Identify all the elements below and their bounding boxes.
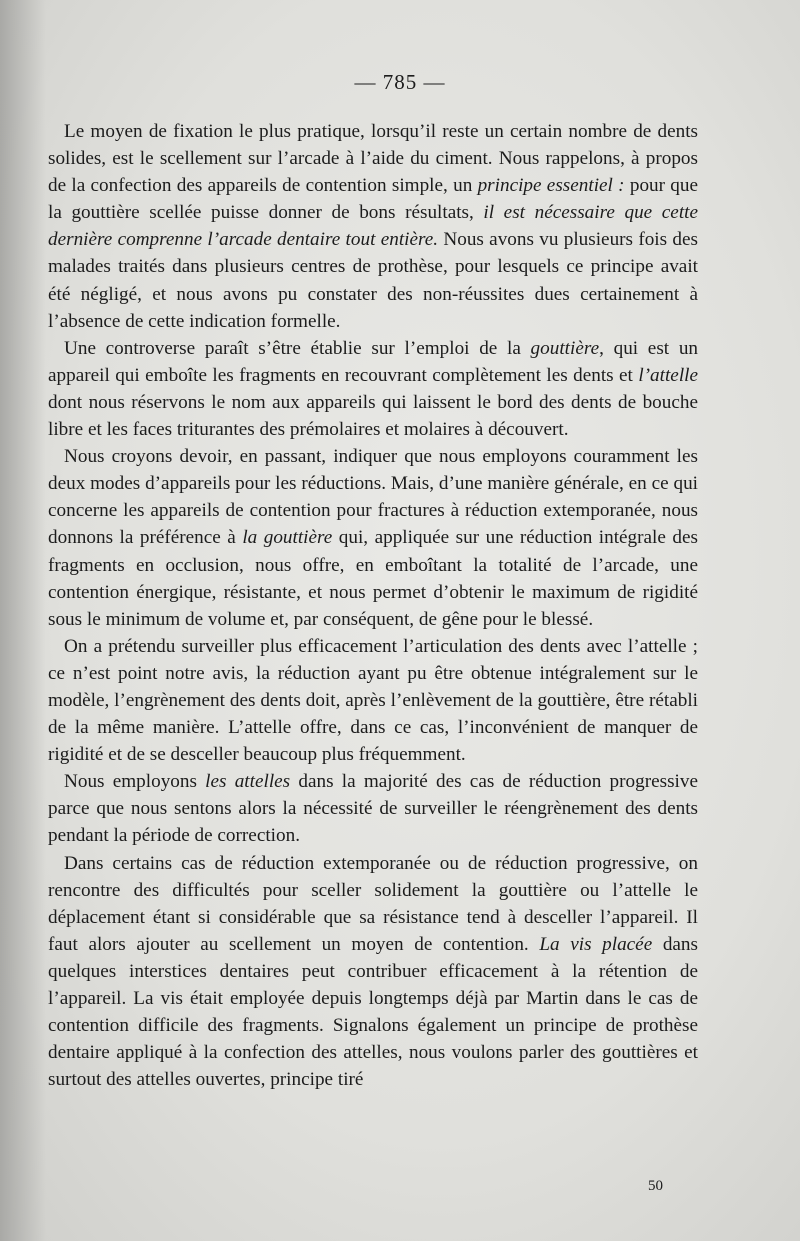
paragraph: [48, 633, 698, 768]
paragraph: [48, 335, 698, 443]
text-run: qui, appliquée sur une réduction intégrale des fragments en occlusion, nous offre, en emboîtant la totalité de l’arcade, une contention énergique, résistante, et nous permet d’obtenir le maximum de rigidité sous le minimum de volume et, par conséquent, de gêne pour le blessé.: [48, 527, 698, 630]
text-run: dans quelques interstices dentaires peut contribuer efficacement à la rétention de l’appareil. La vis était employée depuis longtemps déjà par Martin dans le cas de contention difficile des fragments. Signalons également un principe de prothèse dentaire appliqué à la confection des attelles, nous voulons parler des gouttières et surtout des attelles ouvertes, principe tiré: [48, 933, 698, 1091]
text-run: Le moyen de fixation le plus pratique, lorsqu’il reste un certain nombre de dents solides, est le scellement sur l’arcade à l’aide du ciment. Nous rappelons, à propos de la confection des appareils de contention simple, un: [48, 121, 698, 197]
text-run: Nous croyons devoir, en passant, indiquer que nous employons couramment les deux modes d’appareils pour les réductions. Mais, d’une manière générale, en ce qui concerne les appareils de contention pour fractures à réduction extemporanée, nous donnons la préférence à: [48, 446, 698, 549]
text-run: pour que la gouttière scellée puisse donner de bons résultats,: [48, 175, 699, 224]
text-run: dont nous réservons le nom aux appareils qui laissent le bord des dents de bouche libre et les faces triturantes des prémolaires et molaires à découvert.: [48, 391, 698, 441]
text-run: dans la majorité des cas de réduction progressive parce que nous sentons alors la nécessité de surveiller le réengrènement des dents pendant la période de correction.: [48, 771, 698, 847]
text-run: Une controverse paraît s’être établie sur l’emploi de la: [64, 337, 531, 359]
paragraph: [48, 768, 698, 849]
page-number-header: — 785 —: [354, 70, 446, 94]
italic-text-run: il est nécessaire que cette dernière comprenne l’arcade dentaire tout entière.: [48, 202, 698, 251]
text-run: Nous avons vu plusieurs fois des malades traités dans plusieurs centres de prothèse, pour lesquels ce principe avait été négligé, et nous avons pu constater des non-réussites dues certainement à l’absence de cette indication formelle.: [48, 229, 698, 332]
text-run: On a prétendu surveiller plus efficacement l’articulation des dents avec l’attelle ; ce n’est point notre avis, la réduction ayant pu être obtenue intégralement sur le modèle, l’engrènement des dents doit, après l’enlèvement de la gouttière, être rétabli de la même manière. L’attelle offre, dans ce cas, l’inconvénient de manquer de rigidité et de se desceller beaucoup plus fréquemment.: [48, 635, 698, 766]
italic-text-run: l’attelle: [638, 364, 698, 386]
text-run: , qui est un appareil qui emboîte les fragments en recouvrant complètement les dents et: [48, 337, 699, 386]
body-text: [48, 118, 698, 1093]
paragraph: [48, 118, 698, 335]
paragraph: [48, 850, 698, 1094]
italic-text-run: La vis placée: [539, 933, 653, 955]
text-run: Dans certains cas de réduction extemporanée ou de réduction progressive, on rencontre des difficultés pour sceller solidement la gouttière ou l’attelle le déplacement étant si considérable que sa résistance tend à desceller l’appareil. Il faut alors ajouter au scellement un moyen de contention.: [48, 852, 698, 955]
italic-text-run: principe essentiel :: [477, 175, 625, 197]
italic-text-run: les attelles: [205, 771, 291, 793]
signature-mark: 50: [648, 1178, 663, 1194]
italic-text-run: gouttière: [530, 337, 600, 359]
text-run: Nous employons: [64, 771, 206, 793]
paragraph: [48, 443, 698, 633]
italic-text-run: la gouttière: [242, 527, 333, 549]
